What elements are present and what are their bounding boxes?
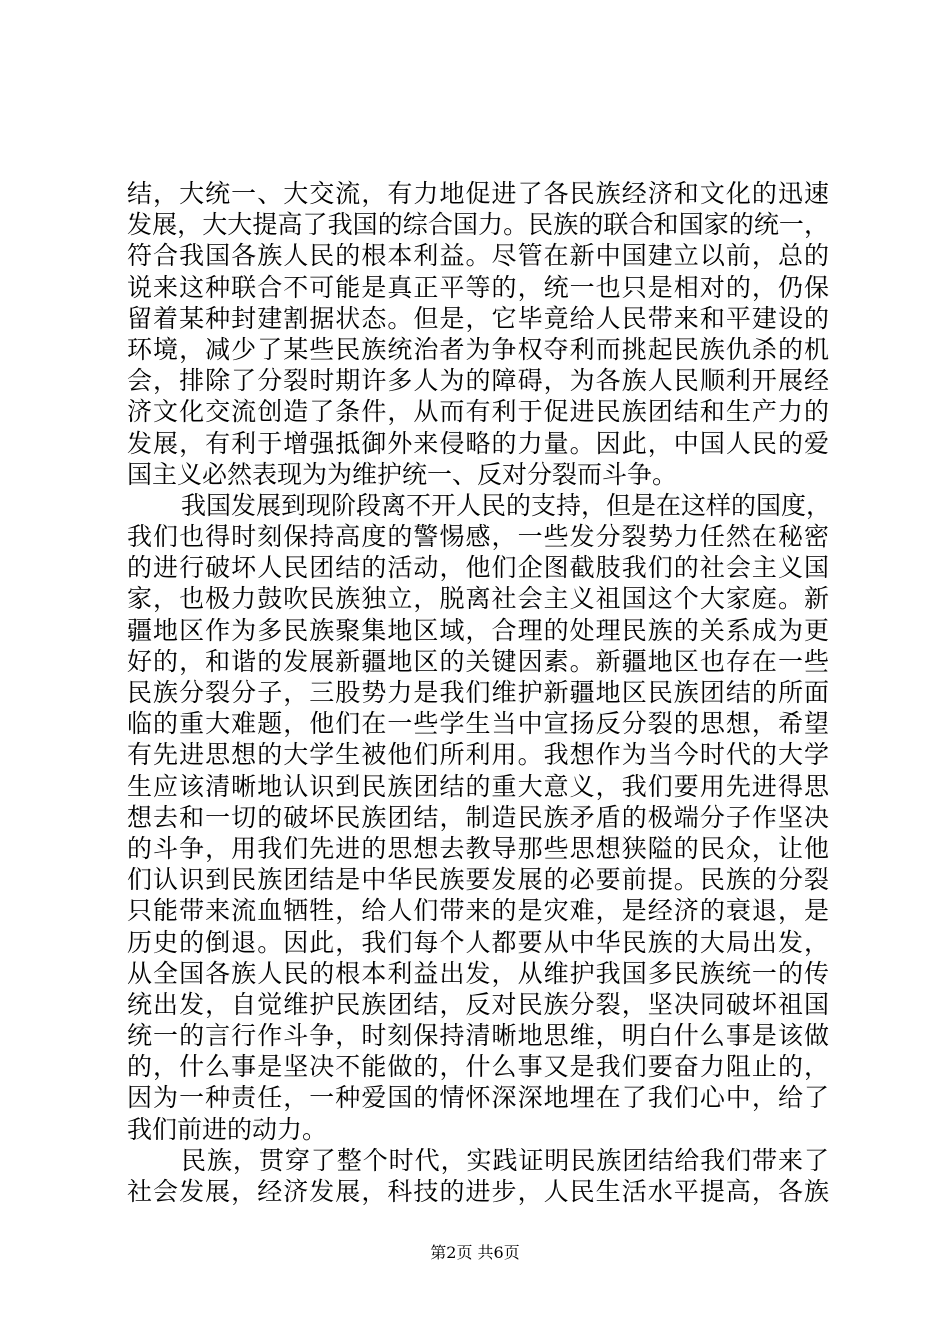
text-line: 我们也得时刻保持高度的警惕感，一些发分裂势力任然在秘密 (127, 522, 829, 552)
text-line: 历史的倒退。因此，我们每个人都要从中华民族的大局出发， (127, 927, 829, 957)
text-line: 疆地区作为多民族聚集地区域，合理的处理民族的关系成为更 (127, 615, 829, 645)
text-line: 发展，大大提高了我国的综合国力。民族的联合和国家的统一， (127, 210, 829, 240)
text-line: 说来这种联合不可能是真正平等的，统一也只是相对的，仍保 (127, 272, 829, 302)
text-line: 统一的言行作斗争，时刻保持清晰地思维，明白什么事是该做 (127, 1021, 829, 1051)
text-line: 发展，有利于增强抵御外来侵略的力量。因此，中国人民的爱 (127, 428, 829, 458)
page-number: 第2页 共6页 (430, 1243, 520, 1262)
text-line: 民族分裂分子，三股势力是我们维护新疆地区民族团结的所面 (127, 678, 829, 707)
text-line: 好的，和谐的发展新疆地区的关键因素。新疆地区也存在一些 (127, 646, 829, 676)
text-line: 社会发展，经济发展，科技的进步，人民生活水平提高，各族 (127, 1177, 829, 1206)
text-line: 统出发，自觉维护民族团结，反对民族分裂，坚决同破坏祖国 (127, 989, 829, 1019)
text-line: 从全国各族人民的根本利益出发，从维护我国多民族统一的传 (127, 958, 829, 988)
text-line: 环境，减少了某些民族统治者为争权夺利而挑起民族仇杀的机 (127, 334, 829, 364)
text-line: 符合我国各族人民的根本利益。尽管在新中国建立以前，总的 (127, 241, 829, 271)
document-body (127, 178, 832, 1207)
text-line: 临的重大难题，他们在一些学生当中宣扬反分裂的思想，希望 (127, 709, 829, 739)
text-line: 只能带来流血牺牲，给人们带来的是灾难，是经济的衰退，是 (127, 896, 829, 926)
text-line: 家，也极力鼓吹民族独立，脱离社会主义祖国这个大家庭。新 (127, 584, 829, 614)
paragraph-3 (127, 1145, 829, 1207)
text-line: 的斗争，用我们先进的思想去教导那些思想狭隘的民众，让他 (127, 833, 829, 863)
text-line: 的进行破坏人民团结的活动，他们企图截肢我们的社会主义国 (127, 553, 829, 583)
text-line: 生应该清晰地认识到民族团结的重大意义，我们要用先进得思 (127, 771, 829, 801)
text-line: 们认识到民族团结是中华民族要发展的必要前提。民族的分裂 (127, 865, 829, 895)
page-footer (0, 1243, 950, 1263)
text-line: 济文化交流创造了条件，从而有利于促进民族团结和生产力的 (127, 397, 829, 427)
text-line: 我国发展到现阶段离不开人民的支持，但是在这样的国度， (181, 490, 832, 520)
text-line: 会，排除了分裂时期许多人为的障碍，为各族人民顺利开展经 (127, 366, 829, 396)
text-line: 我们前进的动力。 (127, 1114, 328, 1144)
text-line: 结，大统一、大交流，有力地促进了各民族经济和文化的迅速 (127, 179, 829, 208)
text-line: 留着某种封建割据状态。但是，它毕竟给人民带来和平建设的 (127, 303, 829, 333)
text-line: 的，什么事是坚决不能做的，什么事又是我们要奋力阻止的， (127, 1052, 829, 1082)
text-line: 有先进思想的大学生被他们所利用。我想作为当今时代的大学 (127, 740, 829, 770)
text-line: 国主义必然表现为为维护统一、反对分裂而斗争。 (127, 459, 678, 489)
text-line: 民族，贯穿了整个时代，实践证明民族团结给我们带来了 (181, 1145, 829, 1175)
text-line: 想去和一切的破坏民族团结，制造民族矛盾的极端分子作坚决 (127, 802, 829, 832)
paragraph-1 (127, 178, 829, 490)
paragraph-2 (127, 490, 832, 1145)
text-line: 因为一种责任，一种爱国的情怀深深地埋在了我们心中，给了 (127, 1083, 829, 1113)
